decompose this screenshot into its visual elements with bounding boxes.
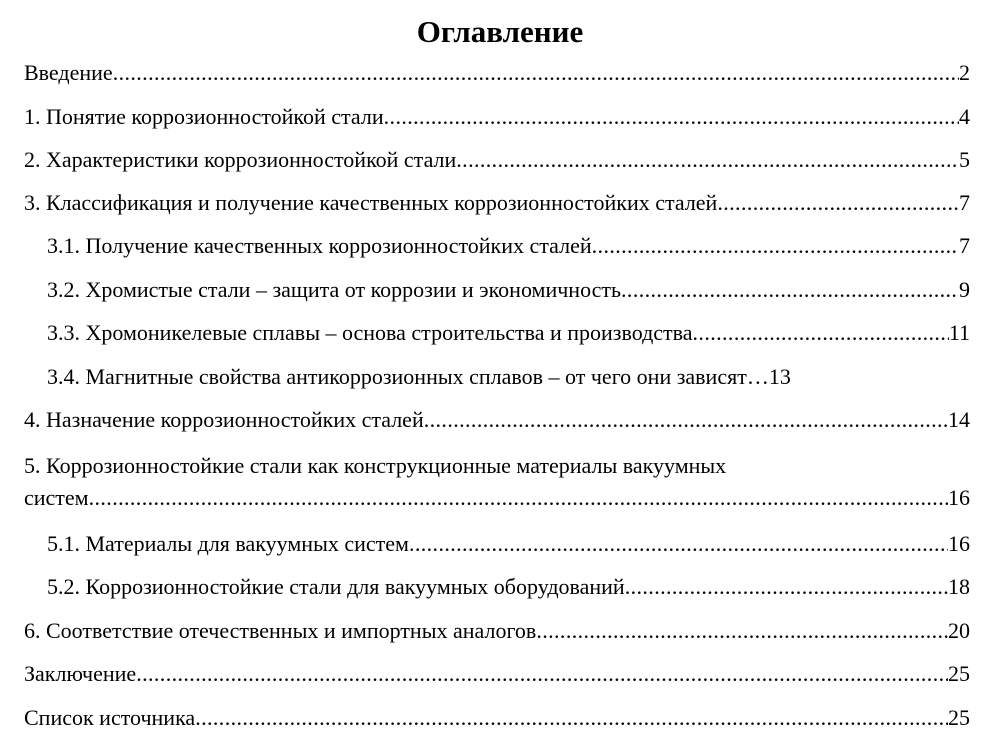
- dot-leader: [384, 103, 959, 131]
- dot-leader: [717, 189, 959, 217]
- toc-entry-page: 20: [948, 618, 970, 643]
- toc-entry-label: 3.4. Магнитные свойства антикоррозионных сплавов – от чего они зависят…: [47, 364, 769, 389]
- toc-title: Оглавление: [416, 14, 584, 49]
- toc-entry-3[interactable]: [24, 189, 970, 217]
- toc-entry-page: 13: [768, 364, 791, 389]
- toc-entry-page: 14: [948, 407, 970, 432]
- toc-entry-label: Заключение: [24, 661, 137, 686]
- toc-entry-label: 3.1. Получение качественных коррозионностойких сталей: [47, 233, 592, 258]
- toc-entry-label: 5.1. Материалы для вакуумных систем: [47, 531, 409, 556]
- toc-entry-page: 25: [948, 661, 970, 686]
- toc-entry-label: Список источника: [24, 705, 196, 730]
- dot-leader: [424, 406, 948, 434]
- toc-entry-page: 16: [948, 531, 970, 556]
- toc-entry-page: 25: [948, 705, 970, 730]
- toc-entry-page: 16: [948, 485, 970, 510]
- dot-leader: [456, 146, 959, 174]
- dot-leader: [136, 660, 948, 688]
- toc-entry-5[interactable]: [24, 484, 970, 512]
- toc-entry-page: 18: [948, 574, 970, 599]
- toc-entry-5-1[interactable]: [47, 530, 970, 558]
- toc-entry-label: 3. Классификация и получение качественных коррозионностойких сталей: [24, 190, 718, 215]
- toc-entry-page: 7: [959, 233, 970, 258]
- toc-entry-label: 3.2. Хромистые стали – защита от коррозии и экономичность: [47, 277, 622, 302]
- toc-entry-page: 4: [959, 104, 970, 129]
- toc-entry-introduction[interactable]: [24, 59, 970, 87]
- toc-entry-conclusion[interactable]: [24, 660, 970, 688]
- toc-entry-label: Введение: [24, 60, 113, 85]
- dot-leader: [536, 617, 948, 645]
- toc-entry-3-1[interactable]: [47, 232, 970, 260]
- dot-leader: [625, 573, 948, 601]
- toc-entry-label: 3.3. Хромоникелевые сплавы – основа строительства и производства: [47, 320, 693, 345]
- dot-leader: [693, 319, 949, 347]
- toc-entry-4[interactable]: [24, 406, 970, 434]
- toc-entry-page: 9: [959, 277, 970, 302]
- toc-entry-3-2[interactable]: [47, 276, 970, 304]
- toc-entry-1[interactable]: [24, 103, 970, 131]
- toc-entry-label: 2. Характеристики коррозионностойкой стали: [24, 147, 457, 172]
- dot-leader: [621, 276, 959, 304]
- toc-entry-label: 4. Назначение коррозионностойких сталей: [24, 407, 424, 432]
- toc-entry-3-4[interactable]: [47, 363, 970, 391]
- toc-entry-page: 5: [959, 147, 970, 172]
- toc-entry-3-3[interactable]: [47, 319, 970, 347]
- dot-leader: [113, 59, 959, 87]
- toc-entry-2[interactable]: [24, 146, 970, 174]
- toc-entry-label: 1. Понятие коррозионностойкой стали: [24, 104, 384, 129]
- toc-entry-page: 2: [959, 60, 970, 85]
- toc-entry-5-line1[interactable]: 5. Коррозионностойкие стали как конструкционные материалы вакуумных: [24, 453, 727, 478]
- dot-leader: [89, 484, 948, 512]
- toc-entry-label: 6. Соответствие отечественных и импортных аналогов: [24, 618, 537, 643]
- toc-entry-page: 7: [959, 190, 970, 215]
- toc-entry-6[interactable]: [24, 617, 970, 645]
- dot-leader: [409, 530, 948, 558]
- dot-leader: [195, 704, 948, 732]
- toc-entry-label: 5.2. Коррозионностойкие стали для вакуумных оборудований: [47, 574, 625, 599]
- toc-entry-sources[interactable]: [24, 704, 970, 732]
- toc-entry-page: 11: [948, 320, 970, 345]
- dot-leader: [592, 232, 959, 260]
- toc-entry-5-2[interactable]: [47, 573, 970, 601]
- toc-entry-label: систем: [24, 485, 89, 510]
